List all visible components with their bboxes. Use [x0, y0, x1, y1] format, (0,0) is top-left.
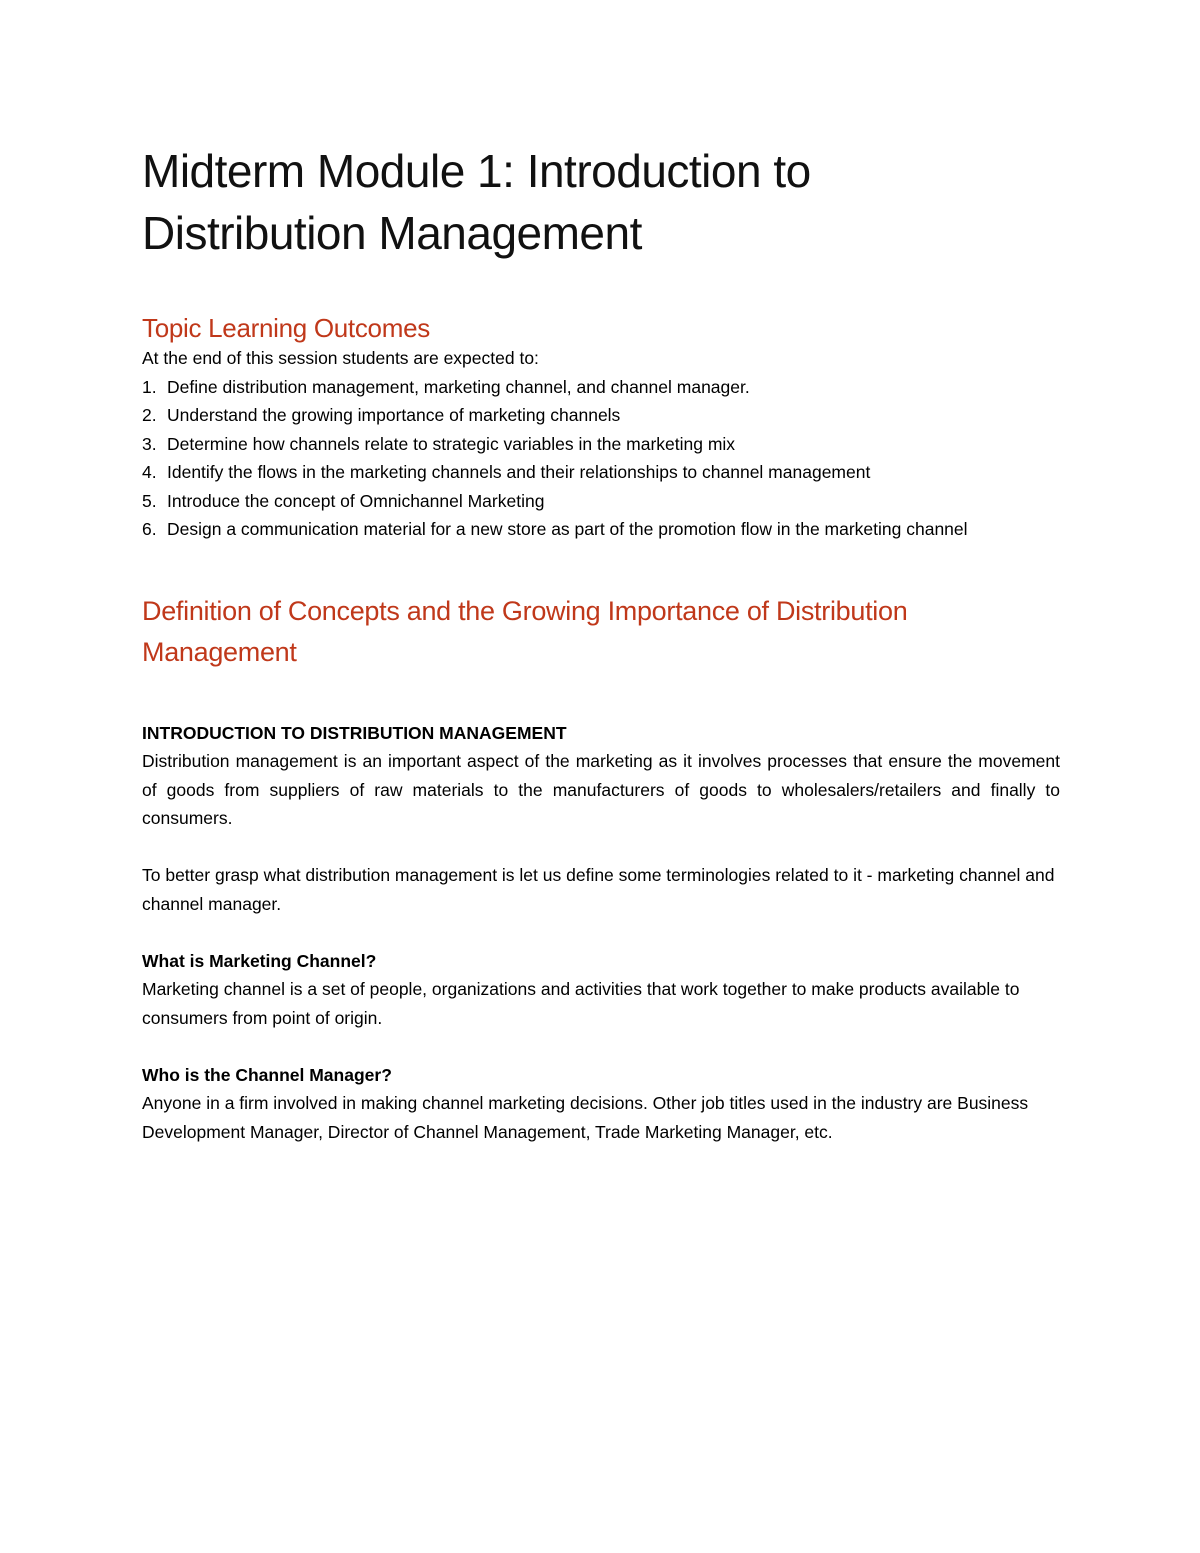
introduction-paragraph: Distribution management is an important aspect of the marketing as it involves processes that ensure the movement of goods from suppliers of raw materials to the manufacturers of goods to wholesalers/retailers and finally to consumers.	[142, 751, 1060, 828]
list-item	[142, 458, 1060, 487]
list-item	[142, 487, 1060, 516]
marketing-channel-paragraph: Marketing channel is a set of people, organizations and activities that work together to make products available to consumers from point of origin.	[142, 979, 1020, 1028]
list-item	[142, 430, 1060, 459]
list-item-text: Design a communication material for a new store as part of the promotion flow in the marketing channel	[167, 519, 968, 539]
list-item-number: 1.	[142, 376, 157, 397]
list-item-text: Define distribution management, marketing channel, and channel manager.	[167, 376, 750, 397]
definition-section-heading: Definition of Concepts and the Growing Importance of Distribution Management	[142, 595, 908, 667]
marketing-channel-heading: What is Marketing Channel?	[142, 950, 377, 971]
terminology-paragraph: To better grasp what distribution management is let us define some terminologies related to it - marketing channel and channel manager.	[142, 865, 1055, 914]
outcomes-list	[142, 373, 1060, 544]
list-item	[142, 401, 1060, 430]
channel-manager-heading: Who is the Channel Manager?	[142, 1064, 392, 1085]
list-item-number: 3.	[142, 433, 157, 454]
list-item-number: 6.	[142, 519, 157, 539]
list-item-text: Determine how channels relate to strategic variables in the marketing mix	[167, 433, 736, 454]
topic-outcomes-intro: At the end of this session students are expected to:	[142, 348, 539, 368]
document-title-line-1: Midterm Module 1: Introduction to	[142, 145, 811, 197]
list-item-number: 2.	[142, 405, 157, 425]
list-item-text: Introduce the concept of Omnichannel Marketing	[167, 490, 545, 511]
list-item-text: Understand the growing importance of marketing channels	[167, 405, 621, 425]
channel-manager-paragraph: Anyone in a firm involved in making channel marketing decisions. Other job titles used in the industry are Business Development Manager, Director of Channel Management, Trade Marketing Manager, etc.	[142, 1093, 1029, 1142]
list-item	[142, 373, 1060, 402]
document-title	[142, 140, 1060, 264]
list-item-number: 4.	[142, 462, 157, 482]
document-page	[142, 140, 1060, 1146]
introduction-heading: INTRODUCTION TO DISTRIBUTION MANAGEMENT	[142, 722, 567, 743]
topic-outcomes-heading: Topic Learning Outcomes	[142, 313, 430, 343]
list-item	[142, 515, 1060, 544]
list-item-number: 5.	[142, 490, 157, 511]
list-item-text: Identify the flows in the marketing channels and their relationships to channel management	[167, 462, 871, 482]
document-title-line-2: Distribution Management	[142, 207, 642, 259]
